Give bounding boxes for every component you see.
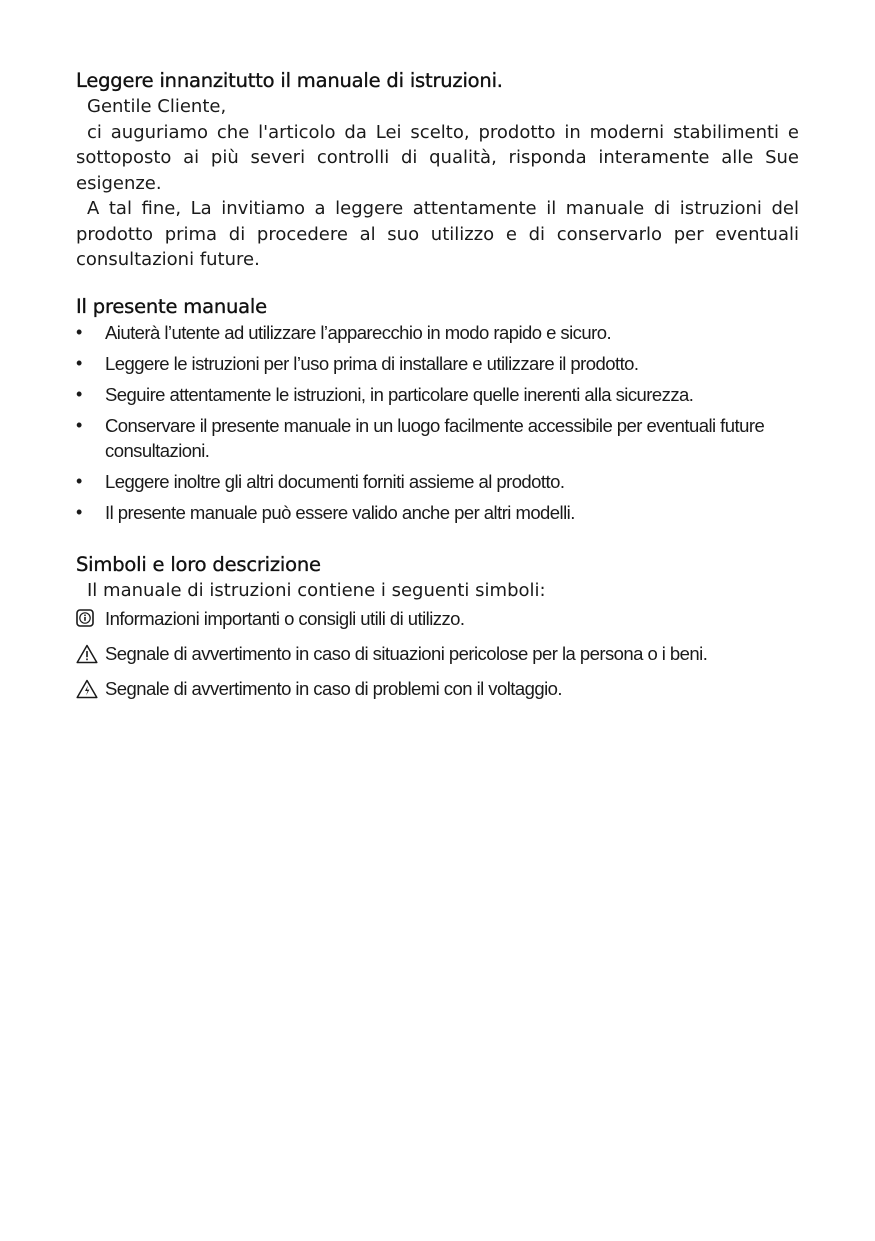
symbol-text: Segnale di avvertimento in caso di problemi con il voltaggio.: [105, 678, 562, 699]
symbols-section-title: Simboli e loro descrizione: [76, 552, 321, 576]
warning-icon: [76, 644, 96, 664]
symbol-row-warning: [76, 641, 799, 666]
intro-greeting: Gentile Cliente,: [87, 96, 227, 117]
list-item: • Il presente manuale può essere valido anche per altri modelli.: [76, 501, 575, 523]
voltage-warning-icon: [76, 679, 96, 699]
manual-page: [76, 68, 799, 711]
symbol-text: Segnale di avvertimento in caso di situazioni pericolose per la persona o i beni.: [105, 643, 708, 664]
symbol-row-voltage: [76, 676, 799, 701]
list-item: • Aiuterà l’utente ad utilizzare l’apparecchio in modo rapido e sicuro.: [76, 321, 612, 343]
manual-section-title: Il presente manuale: [76, 294, 267, 318]
bullet-icon: •: [76, 470, 82, 491]
intro-paragraph-2: A tal fine, La invitiamo a leggere attentamente il manuale di istruzioni del prodotto prima di procedere al suo utilizzo e di conservarlo per eventuali consultazioni future.: [76, 198, 799, 270]
symbol-row-info: [76, 606, 799, 631]
list-item: • Seguire attentamente le istruzioni, in particolare quelle inerenti alla sicurezza.: [76, 383, 694, 405]
list-item: • Leggere inoltre gli altri documenti forniti assieme al prodotto.: [76, 470, 565, 492]
intro-paragraph-1: ci auguriamo che l'articolo da Lei scelto, prodotto in moderni stabilimenti e sottoposto ai più severi controlli di qualità, risponda interamente alle Sue esigenze.: [76, 121, 799, 194]
bullet-icon: •: [76, 414, 82, 435]
list-item: • Conservare il presente manuale in un luogo facilmente accessibile per eventuali future consultazioni.: [76, 414, 765, 461]
list-item: • Leggere le istruzioni per l’uso prima di installare e utilizzare il prodotto.: [76, 352, 639, 374]
symbol-text: Informazioni importanti o consigli utili di utilizzo.: [105, 608, 465, 629]
info-icon: [76, 609, 96, 629]
intro-title: Leggere innanzitutto il manuale di istruzioni.: [76, 69, 503, 92]
symbols-intro: Il manuale di istruzioni contiene i seguenti simboli:: [87, 579, 546, 601]
bullet-icon: •: [76, 321, 82, 342]
bullet-icon: •: [76, 352, 82, 373]
bullet-icon: •: [76, 501, 82, 522]
bullet-icon: •: [76, 383, 82, 404]
manual-bullet-list: [76, 320, 799, 525]
